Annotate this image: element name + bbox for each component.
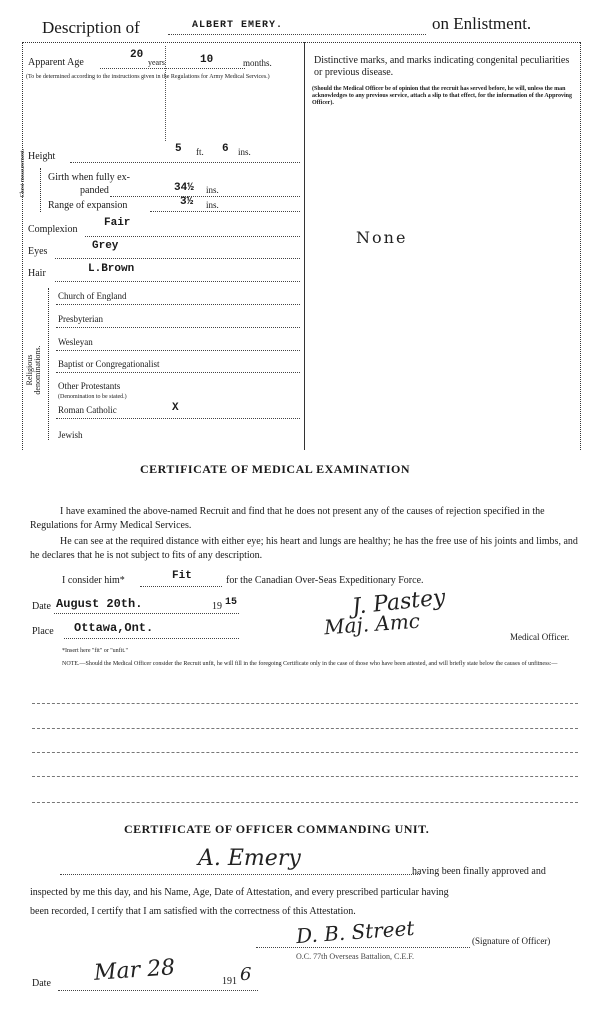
medical-date-value: August 20th.	[56, 597, 143, 611]
eyes-value: Grey	[92, 240, 119, 252]
ins-label: ins.	[238, 147, 251, 157]
girth-value: 34½	[174, 182, 194, 194]
age-years: 20	[130, 49, 144, 61]
religion-line-2	[56, 327, 300, 328]
fit-line	[140, 586, 222, 587]
distinctive-value: None	[356, 228, 408, 247]
religion-denomination-note: (Denomination to be stated.)	[58, 394, 127, 400]
religion-other-protestants: Other Protestants	[58, 381, 121, 391]
frame-center	[304, 42, 305, 450]
complexion-value: Fair	[104, 217, 131, 229]
expansion-ins: ins.	[206, 200, 219, 210]
religion-bracket	[48, 288, 49, 440]
chest-bracket	[40, 168, 41, 212]
medical-date-line	[54, 613, 239, 614]
expansion-value: 3½	[180, 196, 194, 208]
age-line	[100, 68, 245, 69]
months-label: months.	[243, 58, 272, 68]
medical-para-2: He can see at the required distance with either eye; his heart and lungs are healthy; he has the free use of his joints and limbs, and he declares that he is not subject to fits of any description.	[30, 536, 578, 561]
religion-line-1	[56, 304, 300, 305]
religion-baptist: Baptist or Congregationalist	[58, 359, 160, 369]
medical-officer-label: Medical Officer.	[510, 632, 570, 642]
girth-label-2: panded	[80, 185, 109, 196]
religion-wesleyan: Wesleyan	[58, 337, 93, 347]
medical-year-prefix: 19	[212, 601, 222, 612]
religion-presbyterian: Presbyterian	[58, 314, 103, 324]
commanding-date-value: Mar 28	[93, 955, 176, 986]
religion-line-4	[56, 372, 300, 373]
medical-note: NOTE.—Should the Medical Officer consider the Recruit unfit, he will fill in the foregoing Certificate only in the case of those who have been attested, and will briefly state below the causes of unfitness:—	[62, 661, 558, 667]
religion-side-label: Religious denominations.	[25, 345, 42, 395]
commanding-year-value: 6	[240, 964, 252, 985]
complexion-label: Complexion	[28, 224, 78, 235]
commanding-text-2: inspected by me this day, and his Name, Age, Date of Attestation, and every prescribed particular having	[30, 887, 449, 898]
complexion-line	[85, 236, 300, 237]
insert-note: *Insert here "fit" or "unfit."	[62, 648, 128, 654]
years-label: years	[148, 58, 165, 67]
consider-label: I consider him*	[62, 575, 125, 586]
medical-date-label: Date	[32, 601, 51, 612]
religion-jewish: Jewish	[58, 430, 83, 440]
commanding-title: CERTIFICATE OF OFFICER COMMANDING UNIT.	[124, 822, 430, 836]
girth-label-1: Girth when fully ex-	[48, 172, 130, 183]
hair-value: L.Brown	[88, 263, 135, 275]
officer-stamp: O.C. 77th Overseas Battalion, C.E.F.	[296, 952, 415, 961]
height-ft: 5	[175, 143, 182, 155]
eyes-line	[55, 258, 300, 259]
officer-signature: D. B. Street	[295, 915, 416, 949]
medical-signature-2: Maj. Amc	[323, 608, 421, 640]
expansion-label: Range of expansion	[48, 200, 128, 211]
fit-value: Fit	[172, 570, 192, 582]
medical-year-value: 15	[225, 597, 238, 608]
distinctive-heading: Distinctive marks, and marks indicating congenital peculiarities or previous disease.	[314, 55, 570, 78]
recruit-name: ALBERT EMERY.	[192, 20, 284, 31]
girth-ins: ins.	[206, 185, 219, 195]
religion-mark: X	[172, 402, 179, 414]
eyes-label: Eyes	[28, 246, 48, 257]
frame-top	[22, 42, 580, 43]
ft-label: ft.	[196, 147, 204, 157]
expansion-line	[150, 211, 300, 212]
age-months: 10	[200, 54, 214, 66]
commanding-date-label: Date	[32, 978, 51, 989]
medical-place-value: Ottawa,Ont.	[74, 621, 154, 635]
header-title-left: Description of	[42, 18, 140, 37]
unfit-line-2	[32, 728, 578, 729]
name-line	[168, 34, 426, 35]
commanding-text-3: been recorded, I certify that I am satisfied with the correctness of this Attestation.	[30, 906, 356, 917]
unfit-line-1	[32, 703, 578, 704]
commanding-text-1: having been finally approved and	[412, 866, 546, 877]
religion-church-of-england: Church of England	[58, 291, 127, 301]
commanding-year-prefix: 191	[222, 976, 237, 987]
religion-line-3	[56, 350, 300, 351]
officer-signature-line	[256, 947, 470, 948]
header-title-right: on Enlistment.	[432, 14, 532, 33]
age-note: (To be determined according to the instructions given in the Regulations for Army Medical Services.)	[26, 74, 270, 80]
medical-place-line	[64, 638, 239, 639]
medical-para-1: I have examined the above-named Recruit and find that he does not present any of the causes of rejection specified in the Regulations for Army Medical Services.	[30, 506, 545, 531]
medical-signature-1: J. Pastey	[350, 585, 447, 620]
frame-left	[22, 42, 23, 450]
medical-title: CERTIFICATE OF MEDICAL EXAMINATION	[140, 462, 411, 476]
age-column-line	[165, 46, 166, 141]
recruit-signature: A. Emery	[198, 846, 301, 871]
girth-line	[110, 196, 300, 197]
unfit-line-4	[32, 776, 578, 777]
commanding-date-line	[58, 990, 258, 991]
medical-place-label: Place	[32, 626, 54, 637]
height-label: Height	[28, 151, 56, 162]
religion-line-5	[56, 418, 300, 419]
height-ins: 6	[222, 143, 229, 155]
unfit-line-3	[32, 752, 578, 753]
hair-line	[55, 281, 300, 282]
height-line	[70, 162, 300, 163]
recruit-signature-line	[60, 874, 420, 875]
frame-right	[580, 42, 581, 450]
officer-signature-label: (Signature of Officer)	[472, 936, 551, 946]
force-label: for the Canadian Over-Seas Expeditionary Force.	[226, 575, 424, 586]
chest-side-label: Chest measurement.	[20, 148, 26, 198]
hair-label: Hair	[28, 268, 46, 279]
religion-roman-catholic: Roman Catholic	[58, 405, 117, 415]
unfit-line-5	[32, 802, 578, 803]
distinctive-note: (Should the Medical Officer be of opinion that the recruit has served before, he will, unless the man acknowledges to any previous service, attach a slip to that effect, for the information of the Approving Officer).	[312, 86, 572, 106]
apparent-age-label: Apparent Age	[28, 57, 84, 68]
